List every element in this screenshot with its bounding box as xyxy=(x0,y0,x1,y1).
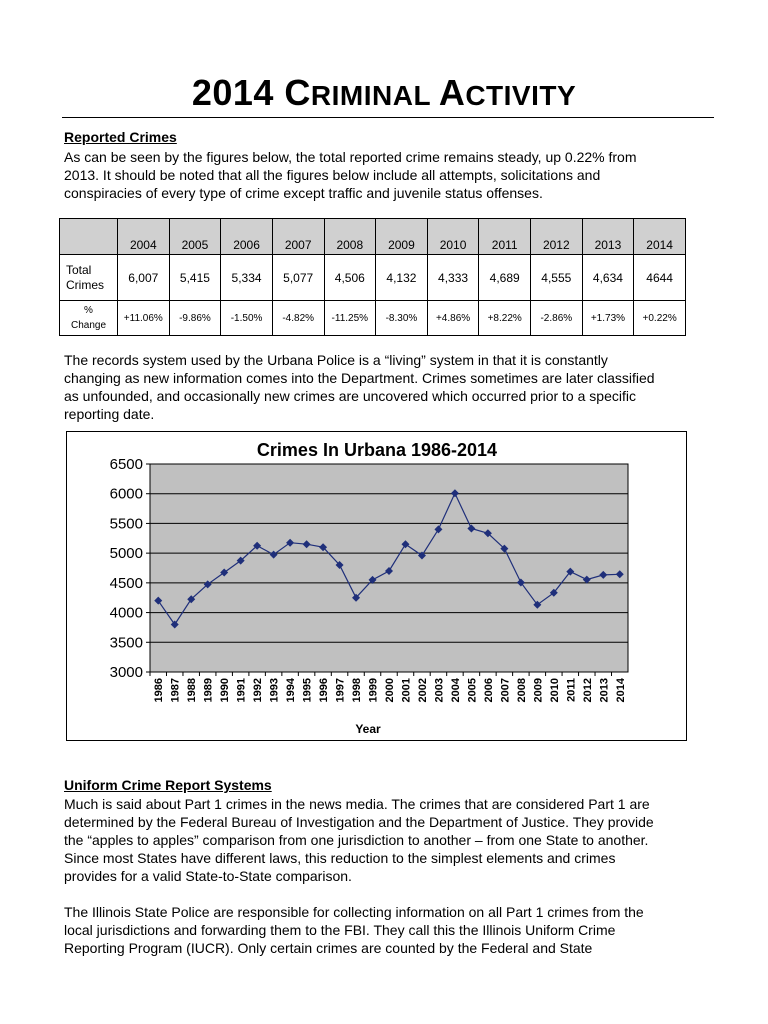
year-cell: 2009 xyxy=(376,219,428,255)
label-line: Total xyxy=(66,262,92,277)
year-cell: 2007 xyxy=(272,219,324,255)
text-line: local jurisdictions and forwarding them to the FBI. They call this the Illinois Uniform Crime xyxy=(64,922,616,938)
title-part: C xyxy=(284,72,311,113)
change-cell: -11.25% xyxy=(324,301,376,336)
text-line: changing as new information comes into the Department. Crimes sometimes are later classified xyxy=(64,370,655,386)
x-tick-label: 2006 xyxy=(482,678,495,703)
text-line: as unfounded, and occasionally new crimes are uncovered which occurred prior to a specific xyxy=(64,388,636,404)
table-header-row xyxy=(60,219,686,255)
x-tick-label: 2001 xyxy=(400,678,413,703)
text-line: Reporting Program (IUCR). Only certain crimes are counted by the Federal and State xyxy=(64,940,593,956)
chart-title: Crimes In Urbana 1986-2014 xyxy=(256,440,498,460)
total-cell: 4,333 xyxy=(427,255,479,301)
y-tick-label: 3000 xyxy=(109,664,143,681)
row-label-percent-change xyxy=(60,301,118,336)
text-line: As can be seen by the figures below, the total reported crime remains steady, up 0.22% from xyxy=(64,149,637,165)
x-tick-label: 2011 xyxy=(565,678,578,702)
text-line: 2013. It should be noted that all the figures below include all attempts, solicitations and xyxy=(64,167,601,183)
year-cell: 2006 xyxy=(221,219,273,255)
change-cell: +8.22% xyxy=(479,301,531,336)
total-cell: 5,334 xyxy=(221,255,273,301)
year-cell: 2010 xyxy=(427,219,479,255)
title-part: 2014 xyxy=(191,72,285,113)
label-line: % xyxy=(84,305,93,316)
total-cell: 4644 xyxy=(634,255,686,301)
crime-stats-table xyxy=(59,218,686,336)
x-tick-label: 1991 xyxy=(235,678,248,703)
crimes-line-chart xyxy=(66,431,687,741)
x-tick-label: 2014 xyxy=(614,678,627,703)
x-tick-label: 2008 xyxy=(515,678,528,703)
year-cell: 2014 xyxy=(634,219,686,255)
x-tick-label: 2010 xyxy=(548,678,561,703)
x-tick-label: 1998 xyxy=(351,678,364,703)
x-tick-label: 1990 xyxy=(219,678,232,703)
y-tick-label: 4500 xyxy=(109,574,143,592)
x-tick-label: 2002 xyxy=(416,678,429,703)
x-tick-label: 1993 xyxy=(268,678,281,703)
x-tick-label: 2013 xyxy=(598,678,611,703)
y-tick-label: 6500 xyxy=(109,456,143,473)
title-part: A xyxy=(438,72,466,113)
x-tick-label: 1999 xyxy=(367,678,380,703)
change-cell: -9.86% xyxy=(169,301,221,336)
y-tick-label: 6000 xyxy=(109,485,143,503)
table-row-total-crimes xyxy=(60,255,686,301)
table-row-percent-change xyxy=(60,301,686,336)
text-line: the “apples to apples” comparison from one jurisdiction to another – from one State to another. xyxy=(64,832,649,848)
isp-paragraph xyxy=(64,903,714,957)
x-tick-label: 2005 xyxy=(466,678,479,703)
change-cell: +1.73% xyxy=(582,301,634,336)
x-tick-label: 1994 xyxy=(285,678,298,703)
total-cell: 4,132 xyxy=(376,255,428,301)
change-cell: -1.50% xyxy=(221,301,273,336)
year-cell: 2005 xyxy=(169,219,221,255)
table-corner-cell xyxy=(60,219,118,255)
y-axis-ticks xyxy=(110,456,150,681)
title-part: CTIVITY xyxy=(465,80,577,111)
chart-svg xyxy=(67,432,686,740)
total-cell: 4,634 xyxy=(582,255,634,301)
text-line: conspiracies of every type of crime except traffic and juvenile status offenses. xyxy=(64,185,543,201)
title-part: RIMINAL xyxy=(310,80,439,111)
label-line: Change xyxy=(70,320,107,331)
x-tick-label: 1989 xyxy=(202,678,215,703)
year-cell: 2013 xyxy=(582,219,634,255)
records-system-paragraph xyxy=(64,351,714,423)
x-tick-label: 2003 xyxy=(433,678,446,703)
year-cell: 2012 xyxy=(531,219,583,255)
title-rule xyxy=(62,117,714,118)
year-cell: 2011 xyxy=(479,219,531,255)
text-line: provides for a valid State-to-State comparison. xyxy=(64,868,352,884)
text-line: determined by the Federal Bureau of Investigation and the Department of Justice. They provide xyxy=(64,814,654,830)
y-tick-label: 5500 xyxy=(109,515,143,533)
total-cell: 4,555 xyxy=(531,255,583,301)
x-tick-label: 2012 xyxy=(581,678,594,703)
ucr-paragraph xyxy=(64,795,714,885)
change-cell: +4.86% xyxy=(427,301,479,336)
x-axis-ticks xyxy=(150,672,627,702)
x-tick-label: 1996 xyxy=(318,678,331,703)
change-cell: +11.06% xyxy=(118,301,170,336)
x-tick-label: 2007 xyxy=(499,678,512,703)
page-title xyxy=(0,72,768,114)
x-tick-label: 1986 xyxy=(153,678,166,703)
change-cell: +0.22% xyxy=(634,301,686,336)
total-cell: 6,007 xyxy=(118,255,170,301)
x-axis-label: Year xyxy=(355,722,381,736)
x-tick-label: 2009 xyxy=(532,678,545,703)
section-heading-reported-crimes: Reported Crimes xyxy=(64,129,177,145)
x-tick-label: 1988 xyxy=(186,678,199,703)
x-tick-label: 1987 xyxy=(169,678,182,703)
x-tick-label: 1995 xyxy=(301,678,314,703)
x-tick-label: 2000 xyxy=(384,678,396,703)
year-cell: 2008 xyxy=(324,219,376,255)
label-line: Crimes xyxy=(66,277,104,292)
y-tick-label: 3500 xyxy=(109,634,143,652)
y-tick-label: 4000 xyxy=(109,604,143,622)
text-line: The records system used by the Urbana Police is a “living” system in that it is constantly xyxy=(64,352,608,368)
text-line: Much is said about Part 1 crimes in the news media. The crimes that are considered Part 1 are xyxy=(64,796,650,812)
x-tick-label: 1992 xyxy=(252,678,265,703)
text-line: Since most States have different laws, this reduction to the simplest elements and crimes xyxy=(64,850,616,866)
year-cell: 2004 xyxy=(118,219,170,255)
total-cell: 4,689 xyxy=(479,255,531,301)
text-line: reporting date. xyxy=(64,406,155,422)
reported-crimes-paragraph xyxy=(64,148,714,202)
total-cell: 5,077 xyxy=(272,255,324,301)
row-label-total-crimes xyxy=(60,255,118,301)
total-cell: 5,415 xyxy=(169,255,221,301)
total-cell: 4,506 xyxy=(324,255,376,301)
text-line: The Illinois State Police are responsible for collecting information on all Part 1 crimes from the xyxy=(64,904,644,920)
change-cell: -8.30% xyxy=(376,301,428,336)
y-tick-label: 5000 xyxy=(109,545,143,563)
section-heading-ucr: Uniform Crime Report Systems xyxy=(64,777,272,793)
x-tick-label: 2004 xyxy=(449,678,462,703)
change-cell: -2.86% xyxy=(531,301,583,336)
change-cell: -4.82% xyxy=(272,301,324,336)
x-tick-label: 1997 xyxy=(334,678,347,703)
